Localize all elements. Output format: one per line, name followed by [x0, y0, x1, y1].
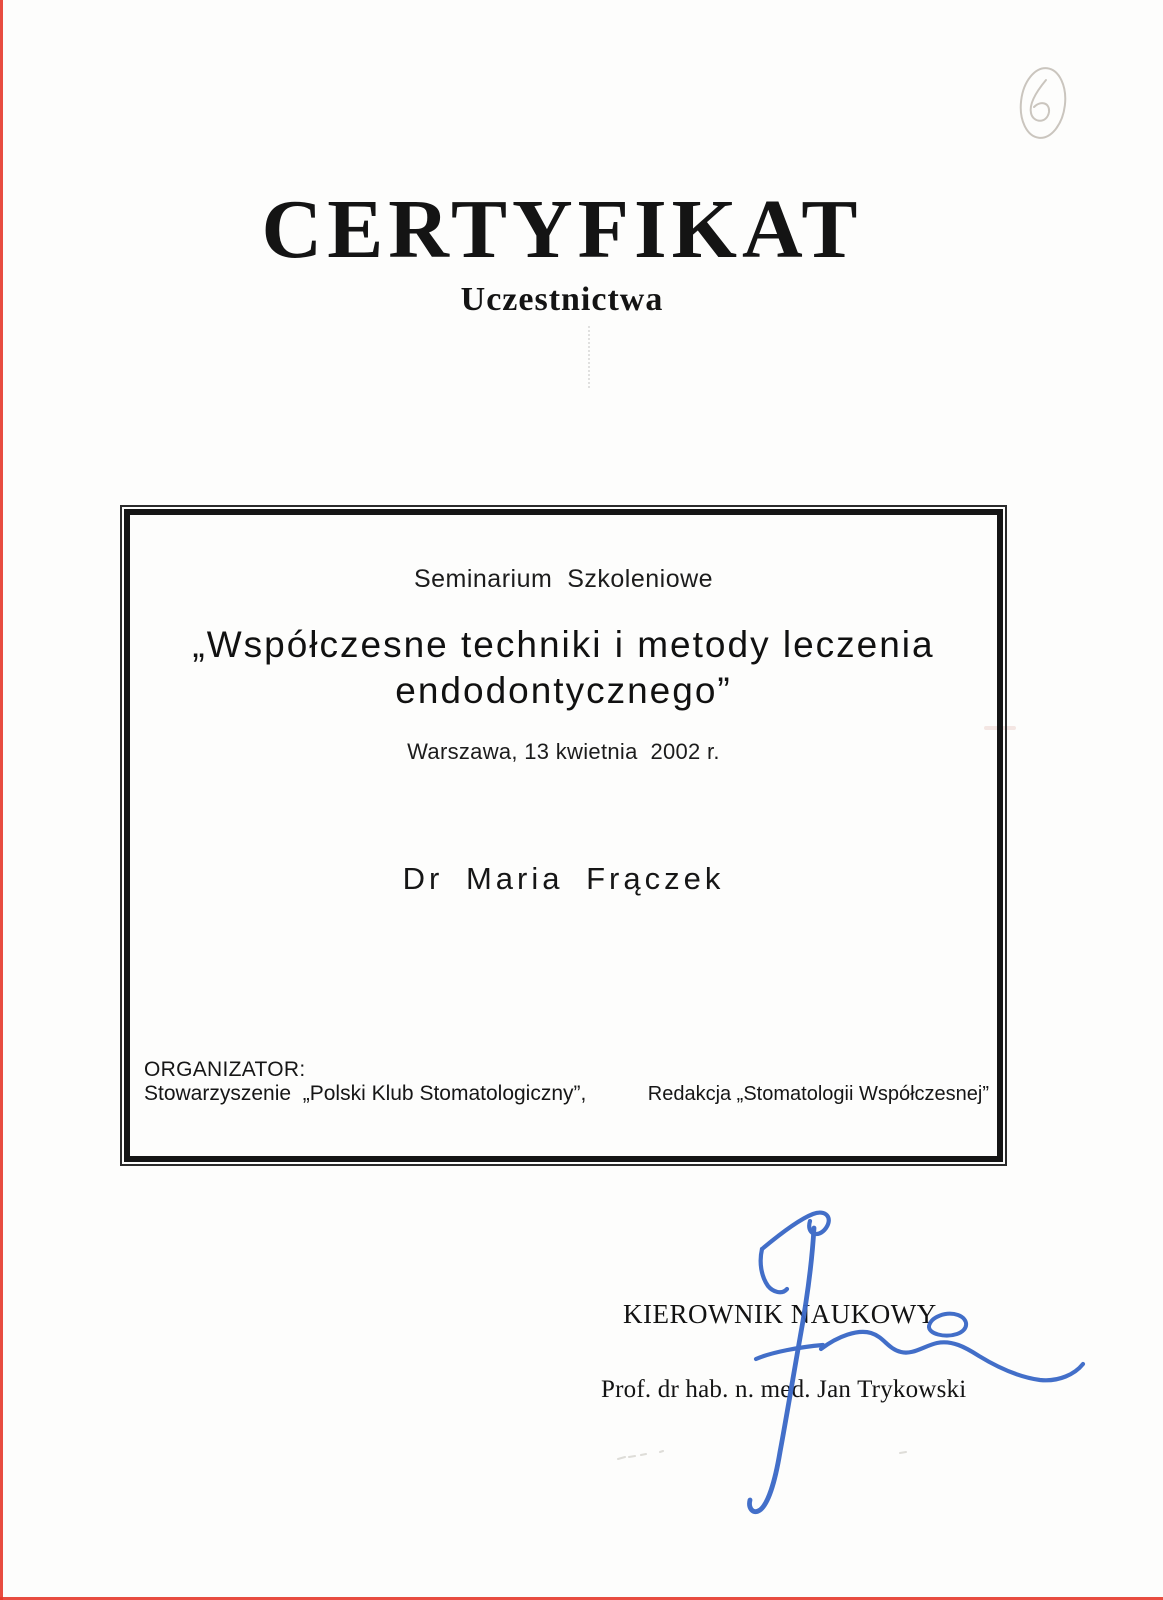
- certificate-title: CERTYFIKAT: [261, 183, 863, 276]
- pencil-smudges: [618, 1451, 906, 1459]
- seminar-title: [130, 622, 997, 714]
- certificate-border-frame: [120, 505, 1007, 1166]
- participant-name: Dr Maria Frączek: [402, 861, 725, 896]
- organizer-name: Stowarzyszenie „Polski Klub Stomatologiczny”,: [144, 1082, 587, 1105]
- certificate-inner-frame: [124, 509, 1003, 1162]
- scan-dotted-line-artifact: [588, 326, 590, 388]
- signer-role-label: KIEROWNIK NAUKOWY: [623, 1299, 937, 1329]
- certificate-subtitle: Uczestnictwa: [460, 281, 664, 318]
- co-organizer-name: Redakcja „Stomatologii Współczesnej”: [647, 1083, 989, 1105]
- signer-name: Prof. dr hab. n. med. Jan Trykowski: [601, 1376, 967, 1403]
- seminar-title-line2: endodontycznego”: [395, 670, 732, 711]
- seminar-title-line1: „Współczesne techniki i metody leczenia: [192, 624, 935, 665]
- organizer-label: ORGANIZATOR:: [144, 1058, 306, 1081]
- seminar-type-label: Seminarium Szkoleniowe: [413, 565, 714, 593]
- organizer-row: [144, 1082, 989, 1106]
- seminar-date-location: Warszawa, 13 kwietnia 2002 r.: [407, 739, 720, 764]
